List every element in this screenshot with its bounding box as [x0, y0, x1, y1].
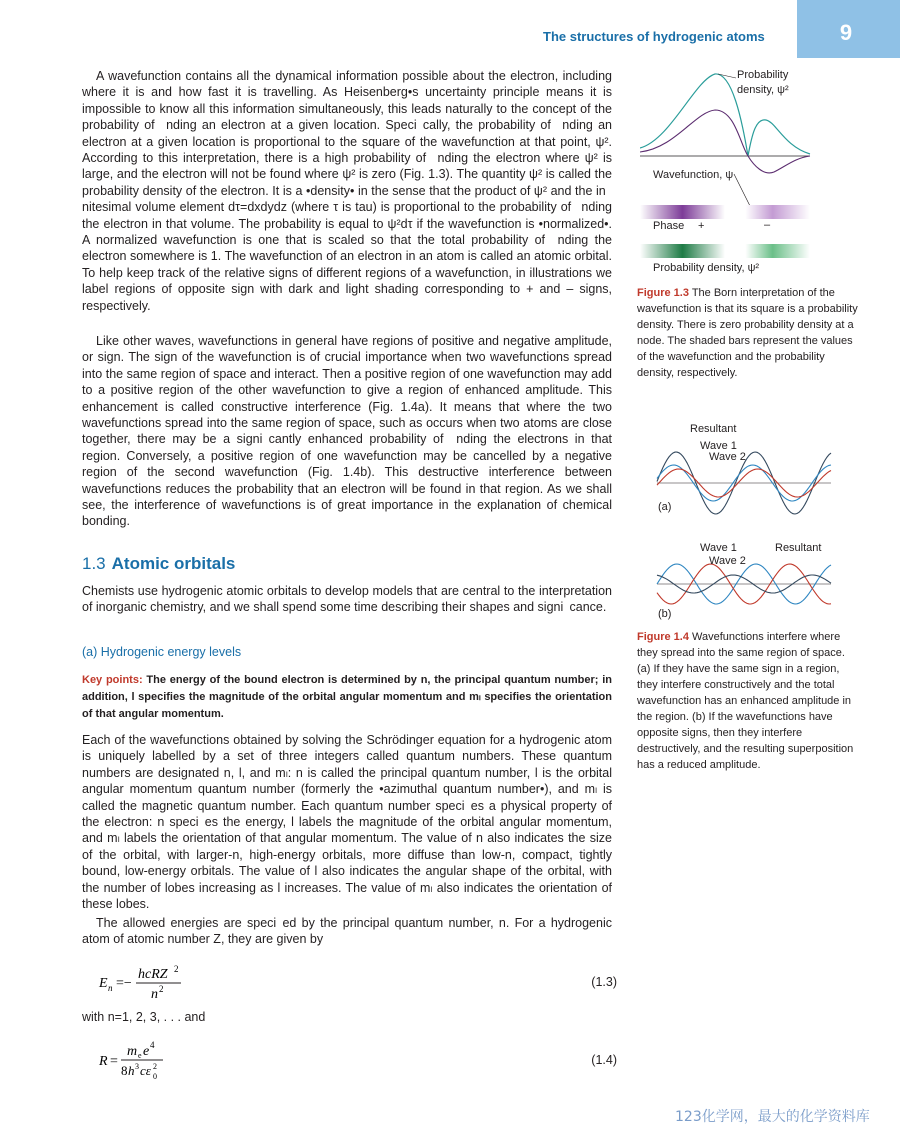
paragraph-quantum-numbers: Each of the wavefunctions obtained by solving the Schrödinger equation for a hydrogenic atom is uniquely labelled by a set of three integers called quantum numbers. These quantum numbers are designated n, l, and mₗ: n is called the principal quantum number, l is the orbital angular momentum quantum number (formerly the •azimuthal quantum number•), and mₗ is called the magnetic quantum number. Each quantum number speci es a physical property of the electron: n speci es the energy, l labels the magnitude of the orbital angular momentum, and mₗ labels the orientation of that angular momentum. The value of n also indicates the size of the orbital, with larger-n, high-energy orbitals, more diffuse than low-n, compact, tightly bound, low-energy orbitals. The value of l also indicates the angular shape of the orbital, with the number of lobes increasing as l increases. The value of mₗ also indicates the orientation of these lobes. — [82, 733, 612, 912]
label-a: (a) — [658, 501, 672, 513]
equation-bridge-text: with n=1, 2, 3, . . . and — [82, 1010, 206, 1024]
svg-text:3: 3 — [135, 1062, 139, 1071]
figure-1-4-caption-text: Wavefunctions interfere where they spread into the same region of space. (a) If they have the same sign in a region, they interfere constructively and the total wavefunction has an enhanced amplitude in the region. (b) If the wavefunctions have opposite signs, then they interfere destructively, and the resulting superposition has a reduced amplitude. — [637, 631, 854, 771]
figure-1-4 — [655, 418, 835, 630]
label-plus: + — [698, 220, 705, 232]
equation-1-3-formula — [97, 963, 217, 1005]
svg-text:m: m — [127, 1044, 138, 1059]
svg-text:0: 0 — [153, 1072, 157, 1081]
paragraph-wavefunction-probability: A wavefunction contains all the dynamical information possible about the electron, including where it is and how fast it is travelling. As Heisenberg•s uncertainty principle means it is impossible to know all this information simultaneously, this leads naturally to the concept of the probability of nding an electron at a given location. Speci cally, the probability of nding an electron at a given location is proportional to the square of the wavefunction at that point, ψ². According to this interpretation, there is a high probability of nding the electron where ψ² is large, and the electron will not be found where ψ² is zero (Fig. 1.3). The quantity ψ² is called the probability density of the electron. It is a •density• in the sense that the product of ψ² and the in nitesimal volume element dτ=dxdydz (where τ is tau) is proportional to the probability of nding the electron in that volume. The probability is equal to ψ²dτ if the wavefunction is •normalized•. A normalized wavefunction is one that is scaled so that the total probability of nding the electron somewhere is 1. The wavefunction of an electron in an atom is called an atomic orbital. To help keep track of the relative signs of different regions of a wavefunction, in illustrations we label regions of opposite sign with dark and light shading corresponding to + and – signs, respectively. — [82, 69, 612, 313]
svg-text:4: 4 — [150, 1041, 155, 1050]
equation-1-4-number: (1.4) — [591, 1053, 617, 1067]
label-minus: – — [764, 219, 771, 231]
figure-1-4-label: Figure 1.4 — [637, 631, 689, 643]
key-points — [82, 672, 612, 723]
svg-text:8: 8 — [121, 1063, 128, 1078]
svg-text:n: n — [151, 987, 158, 1002]
label-density: density, ψ² — [737, 84, 789, 96]
probability-density-bar — [640, 244, 810, 258]
figure-1-4a — [657, 423, 831, 514]
phase-bar — [640, 205, 810, 219]
label-a-resultant: Resultant — [690, 423, 737, 435]
svg-text:hcRZ: hcRZ — [138, 967, 168, 982]
svg-text:e: e — [138, 1051, 142, 1060]
figure-1-3-label: Figure 1.3 — [637, 287, 689, 299]
svg-text:cε: cε — [140, 1063, 151, 1078]
svg-text:=−: =− — [116, 976, 132, 991]
svg-text:n: n — [108, 983, 113, 993]
svg-text:E: E — [99, 976, 108, 991]
watermark: 123化学网，最大的化学资料库 — [675, 1109, 870, 1125]
equation-1-4-formula — [97, 1041, 217, 1083]
svg-text:=: = — [110, 1054, 118, 1069]
label-a-wave1: Wave 1 — [700, 440, 737, 452]
key-points-label: Key points: — [82, 674, 143, 686]
wavefunction-curve — [640, 110, 810, 173]
page-number: 9 — [839, 20, 853, 45]
equation-1-4 — [97, 1041, 617, 1081]
svg-text:e: e — [143, 1044, 150, 1059]
svg-text:h: h — [128, 1063, 135, 1078]
section-heading — [82, 554, 235, 574]
equation-1-3-number: (1.3) — [591, 975, 617, 989]
label-b-resultant: Resultant — [775, 542, 822, 554]
figure-1-4-caption — [637, 629, 859, 773]
paragraph-allowed-energies: The allowed energies are speci ed by the principal quantum number, n. For a hydrogenic atom of atomic number Z, they are given by — [82, 916, 612, 947]
svg-text:R: R — [99, 1054, 108, 1069]
section-number: 1.3 — [82, 554, 106, 573]
svg-text:2: 2 — [174, 964, 179, 974]
svg-text:2: 2 — [153, 1062, 157, 1071]
label-phase: Phase — [653, 220, 685, 232]
label-b: (b) — [658, 608, 672, 620]
section-title: Atomic orbitals — [111, 554, 236, 573]
label-probability-density: Probability density, ψ² — [653, 262, 760, 274]
subsection-heading: (a) Hydrogenic energy levels — [82, 645, 242, 659]
label-a-wave2: Wave 2 — [709, 451, 746, 463]
label-b-wave1: Wave 1 — [700, 542, 737, 554]
label-b-wave2: Wave 2 — [709, 555, 746, 567]
label-wavefunction: Wavefunction, ψ — [653, 169, 734, 181]
paragraph-atomic-orbitals-intro: Chemists use hydrogenic atomic orbitals to develop models that are central to the interpretation of inorganic chemistry, and we shall spend some time describing their shapes and signi cance. — [82, 584, 612, 615]
key-points-text: The energy of the bound electron is determined by n, the principal quantum number; in addition, l specifies the magnitude of the orbital angular momentum and mₗ specifies the orientation of that angular momentum. — [82, 674, 612, 720]
figure-1-3 — [640, 60, 830, 282]
equation-1-3 — [97, 963, 617, 1003]
figure-1-3-caption — [637, 285, 859, 381]
paragraph-interference: Like other waves, wavefunctions in general have regions of positive and negative amplitude, or sign. The sign of the wavefunction is of crucial importance when two wavefunctions spread into the same region of space and interact. Then a positive region of one wavefunction may add to a positive region of the other wavefunction to give a region of enhanced amplitude. This enhancement is called constructive interference (Fig. 1.4a). It means that where the two wavefunctions spread into the same region of space, such as occurs when two atoms are close together, there may be a signi cantly enhanced probability of nding the electrons in that region. Conversely, a positive region of one wavefunction may be cancelled by a negative region of the second wavefunction (Fig. 1.4b). This destructive interference between wavefunctions reduces the probability that an electron will be found in that region. As we shall see, the interference of wavefunctions is of great importance in the explanation of chemical bonding. — [82, 334, 612, 529]
figure-1-3-caption-text: The Born interpretation of the wavefunction is that its square is a probability density. There is zero probability density at a node. The shaded bars represent the values of the wavefunction and the probability density, respectively. — [637, 287, 858, 379]
running-header: The structures of hydrogenic atoms — [543, 29, 765, 44]
label-probability: Probability — [737, 69, 789, 81]
svg-text:2: 2 — [159, 984, 164, 994]
figure-1-4b — [657, 542, 831, 620]
